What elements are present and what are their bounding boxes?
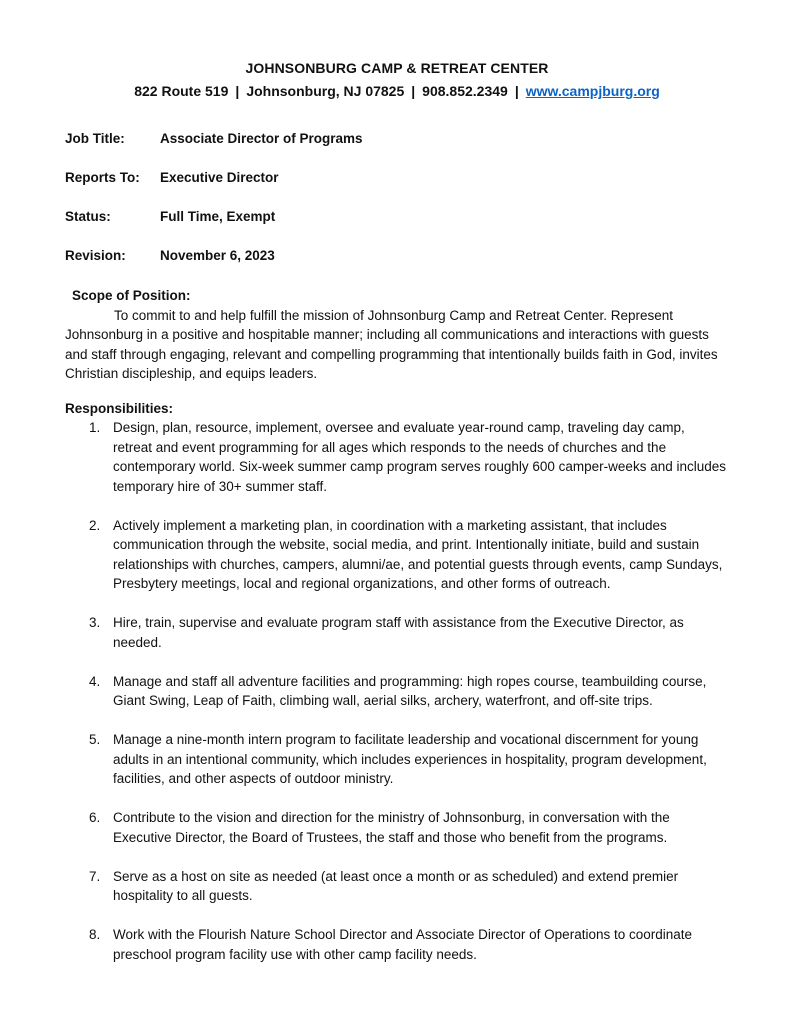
document-header [65,57,729,103]
list-item-text: Design, plan, resource, implement, oversee and evaluate year-round camp, traveling day camp, retreat and event programming for all ages which responds to the needs of churches and the contemporary world. Six-week summer camp program serves roughly 600 camper-weeks and includes temporary hire of 30+ summer staff. [113,420,726,494]
list-item-number: 7. [89,868,101,884]
responsibilities-list [65,418,729,964]
list-item [65,613,729,652]
scope-body: To commit to and help fulfill the mission of Johnsonburg Camp and Retreat Center. Represent Johnsonburg in a positive and hospitable manner; including all communications and interactions with guests and staff through engaging, relevant and compelling programming that intentionally builds faith in God, invites Christian discipleship, and equips leaders. [65,307,718,381]
status-value: Full Time, Exempt [160,209,276,224]
website-link[interactable]: www.campjburg.org [525,83,660,99]
list-item-number: 2. [89,517,101,533]
list-item-text: Manage a nine-month intern program to facilitate leadership and vocational discernment for young adults in an intentional community, which includes experiences in hospitality, program development, facilities, and other aspects of outdoor ministry. [113,732,707,786]
job-field-row [65,169,729,187]
list-item-text: Serve as a host on site as needed (at least once a month or as scheduled) and extend premier hospitality to all guests. [113,868,679,903]
list-item [65,418,729,496]
revision-label: Revision: [65,248,126,263]
list-item-number: 4. [89,673,101,689]
list-item-text: Contribute to the vision and direction for the ministry of Johnsonburg, in conversation with the Executive Director, the Board of Trustees, the staff and those who benefit from the programs. [113,810,670,845]
list-item [65,516,729,594]
list-item [65,730,729,789]
list-item-text: Hire, train, supervise and evaluate program staff with assistance from the Executive Director, as needed. [113,615,684,650]
contact-line [65,80,729,103]
list-item-text: Manage and staff all adventure facilities and programming: high ropes course, teambuilding course, Giant Swing, Leap of Faith, climbing wall, aerial silks, archery, waterfront, and off-site trips. [113,673,707,708]
job-field-row [65,247,729,265]
list-item [65,925,729,964]
separator: | [411,83,416,99]
responsibilities-heading: Responsibilities: [65,400,174,416]
job-field-row [65,130,729,148]
address: 822 Route 519 [134,83,229,99]
city-state-zip: Johnsonburg, NJ 07825 [246,83,405,99]
list-item-number: 6. [89,810,101,825]
revision-value: November 6, 2023 [160,248,275,263]
list-item-number: 3. [89,615,101,630]
separator: | [235,83,240,99]
scope-section [65,286,729,384]
list-item [65,867,729,906]
job-fields [65,130,729,265]
org-name: JOHNSONBURG CAMP & RETREAT CENTER [245,60,549,76]
reports-to-value: Executive Director [160,170,279,185]
job-title-value: Associate Director of Programs [160,131,363,146]
list-item-number: 5. [89,732,101,747]
list-item-number: 1. [89,420,101,435]
list-item-text: Actively implement a marketing plan, in coordination with a marketing assistant, that includes communication through the website, social media, and print. Intentionally initiate, build and sustain relationships with churches, campers, alumni/ae, and potential guests through events, camp Sundays, Presbytery meetings, local and regional organizations, and other forms of outreach. [113,517,723,591]
job-field-row [65,208,729,226]
list-item [65,672,729,711]
reports-to-label: Reports To: [65,170,140,185]
list-item-text: Work with the Flourish Nature School Director and Associate Director of Operations to coordinate preschool program facility use with other camp facility needs. [113,927,693,962]
scope-heading: Scope of Position: [72,288,191,303]
separator: | [514,83,519,99]
list-item [65,808,729,847]
list-item-number: 8. [89,927,101,942]
status-label: Status: [65,209,111,224]
responsibilities-section [65,399,729,965]
job-title-label: Job Title: [65,131,125,146]
phone: 908.852.2349 [422,83,508,99]
